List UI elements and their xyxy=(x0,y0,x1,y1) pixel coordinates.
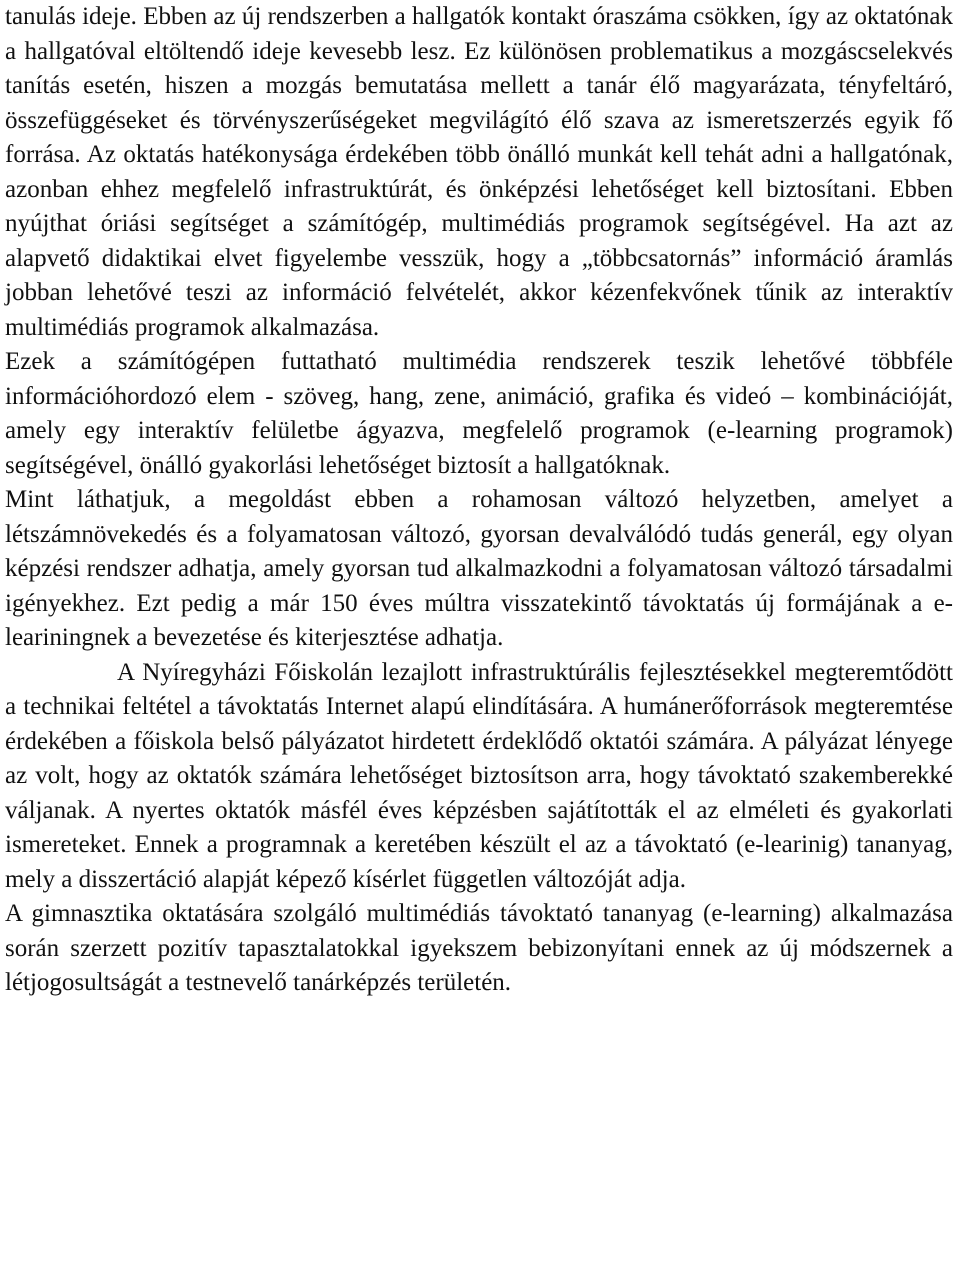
paragraph-3: Mint láthatjuk, a megoldást ebben a rohamosan változó helyzetben, amelyet a létszámnövekedés és a folyamatosan változó, gyorsan devalválódó tudás generál, egy olyan képzési rendszer adhatja, amely gyorsan tud alkalmazkodni a folyamatosan változó társadalmi igényekhez. Ezt pedig a már 150 éves múltra visszatekintő távoktatás új formájának a e-leariningnek a bevezetése és kiterjesztése adhatja. xyxy=(5,486,953,651)
paragraph-5: A gimnasztika oktatására szolgáló multimédiás távoktató tananyag (e-learning) alkalmazása során szerzett pozitív tapasztalatokkal igyekszem bebizonyítani ennek az új módszernek a létjogosultságát a testnevelő tanárképzés területén. xyxy=(5,900,953,996)
paragraph-4: A Nyíregyházi Főiskolán lezajlott infrastruktúrális fejlesztésekkel megteremtődött a technikai feltétel a távoktatás Internet alapú elindítására. A humánerőforrások megteremtése érdekében a főiskola belső pályázatot hirdetett érdeklődő oktatói számára. A pályázat lényege az volt, hogy az oktatók számára lehetőséget biztosítson arra, hogy távoktató szakemberekké váljanak. A nyertes oktatók másfél éves képzésben sajátították el az elméleti és gyakorlati ismereteket. Ennek a programnak a keretében készült el az a távoktató (e-learinig) tananyag, mely a disszertáció alapját képező kísérlet független változóját adja. xyxy=(5,658,953,893)
paragraph-2: Ezek a számítógépen futtatható multimédia rendszerek teszik lehetővé többféle információhordozó elem - szöveg, hang, zene, animáció, grafika és videó – kombinációját, amely egy interaktív felületbe ágyazva, megfelelő programok (e-learning programok) segítségével, önálló gyakorlási lehetőséget biztosít a hallgatóknak. xyxy=(5,348,953,479)
document-page xyxy=(5,0,953,1001)
paragraph-1: tanulás ideje. Ebben az új rendszerben a hallgatók kontakt óraszáma csökken, így az oktatónak a hallgatóval eltöltendő ideje kevesebb lesz. Ez különösen problematikus a mozgáscselekvés tanítás esetén, hiszen a mozgás bemutatása mellett a tanár élő magyarázata, tényfeltáró, összefüggéseket és törvényszerűségeket megvilágító élő szava az ismeretszerzés egyik fő forrása. Az oktatás hatékonysága érdekében több önálló munkát kell tehát adni a hallgatónak, azonban ehhez megfelelő infrastruktúrát, és önképzési lehetőséget kell biztosítani. Ebben nyújthat óriási segítséget a számítógép, multimédiás programok segítségével. Ha azt az alapvető didaktikai elvet figyelembe vesszük, hogy a „többcsatornás” információ áramlás jobban lehetővé teszi az információ felvételét, akkor kézenfekvőnek tűnik az interaktív multimédiás programok alkalmazása. xyxy=(5,3,953,341)
